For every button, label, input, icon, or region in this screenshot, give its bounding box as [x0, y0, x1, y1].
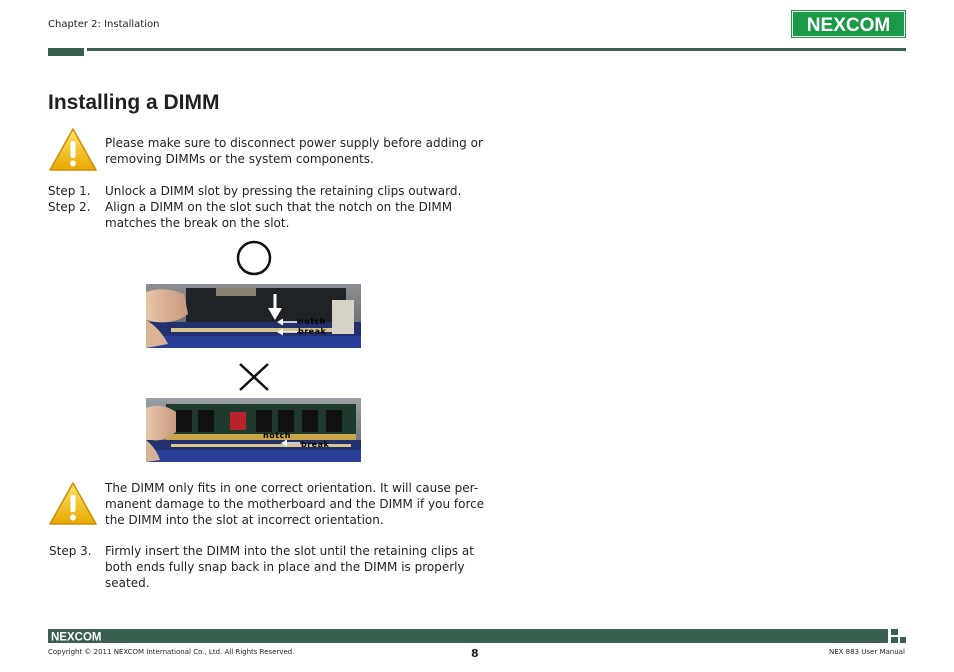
warning-icon: [48, 127, 98, 172]
caution-text-1: Please make sure to disconnect power supply before adding or removing DIMMs or the system components.: [105, 136, 483, 166]
footer-manual-name: NEX 883 User Manual: [829, 648, 905, 656]
break-label: break: [301, 440, 330, 449]
step-1-text: Unlock a DIMM slot by pressing the retaining clips outward.: [105, 184, 462, 198]
footer-copyright: Copyright © 2011 NEXCOM International Co., Ltd. All Rights Reserved.: [48, 648, 295, 656]
step-3-text: Firmly insert the DIMM into the slot until the retaining clips at both ends fully snap back in place and the DIMM is properly seated.: [105, 544, 474, 590]
step-2-text: Align a DIMM on the slot such that the notch on the DIMM matches the break on the slot.: [105, 200, 453, 230]
header-rule-block: [48, 48, 84, 56]
dimm-photo-correct: [146, 284, 361, 348]
correct-circle-icon: [235, 239, 273, 277]
notch-label: notch: [263, 431, 291, 440]
nexcom-logo: [791, 10, 906, 38]
warning-icon: [48, 481, 98, 526]
step-2-label: Step 2.: [48, 200, 91, 214]
break-label: break: [298, 327, 327, 336]
footer-nexcom-logo: [50, 630, 112, 642]
caution-text-2: The DIMM only fits in one correct orientation. It will cause per- manent damage to the motherboard and the DIMM if you force the DIMM into the slot at incorrect orientation.: [105, 481, 485, 527]
notch-label: notch: [298, 317, 326, 326]
footer-logo-text: NEXCOM: [51, 631, 102, 642]
footer-bar: [48, 629, 888, 643]
step-1-label: Step 1.: [48, 184, 91, 198]
dimm-photo-wrong: [146, 398, 361, 462]
step-3-label: Step 3.: [49, 544, 92, 558]
page-number: 8: [471, 647, 479, 660]
page-title: Installing a DIMM: [48, 91, 220, 114]
logo-text: NEXCOM: [806, 15, 891, 36]
chapter-label: Chapter 2: Installation: [48, 19, 160, 30]
header-rule-line: [87, 48, 906, 51]
wrong-cross-icon: [236, 361, 272, 393]
